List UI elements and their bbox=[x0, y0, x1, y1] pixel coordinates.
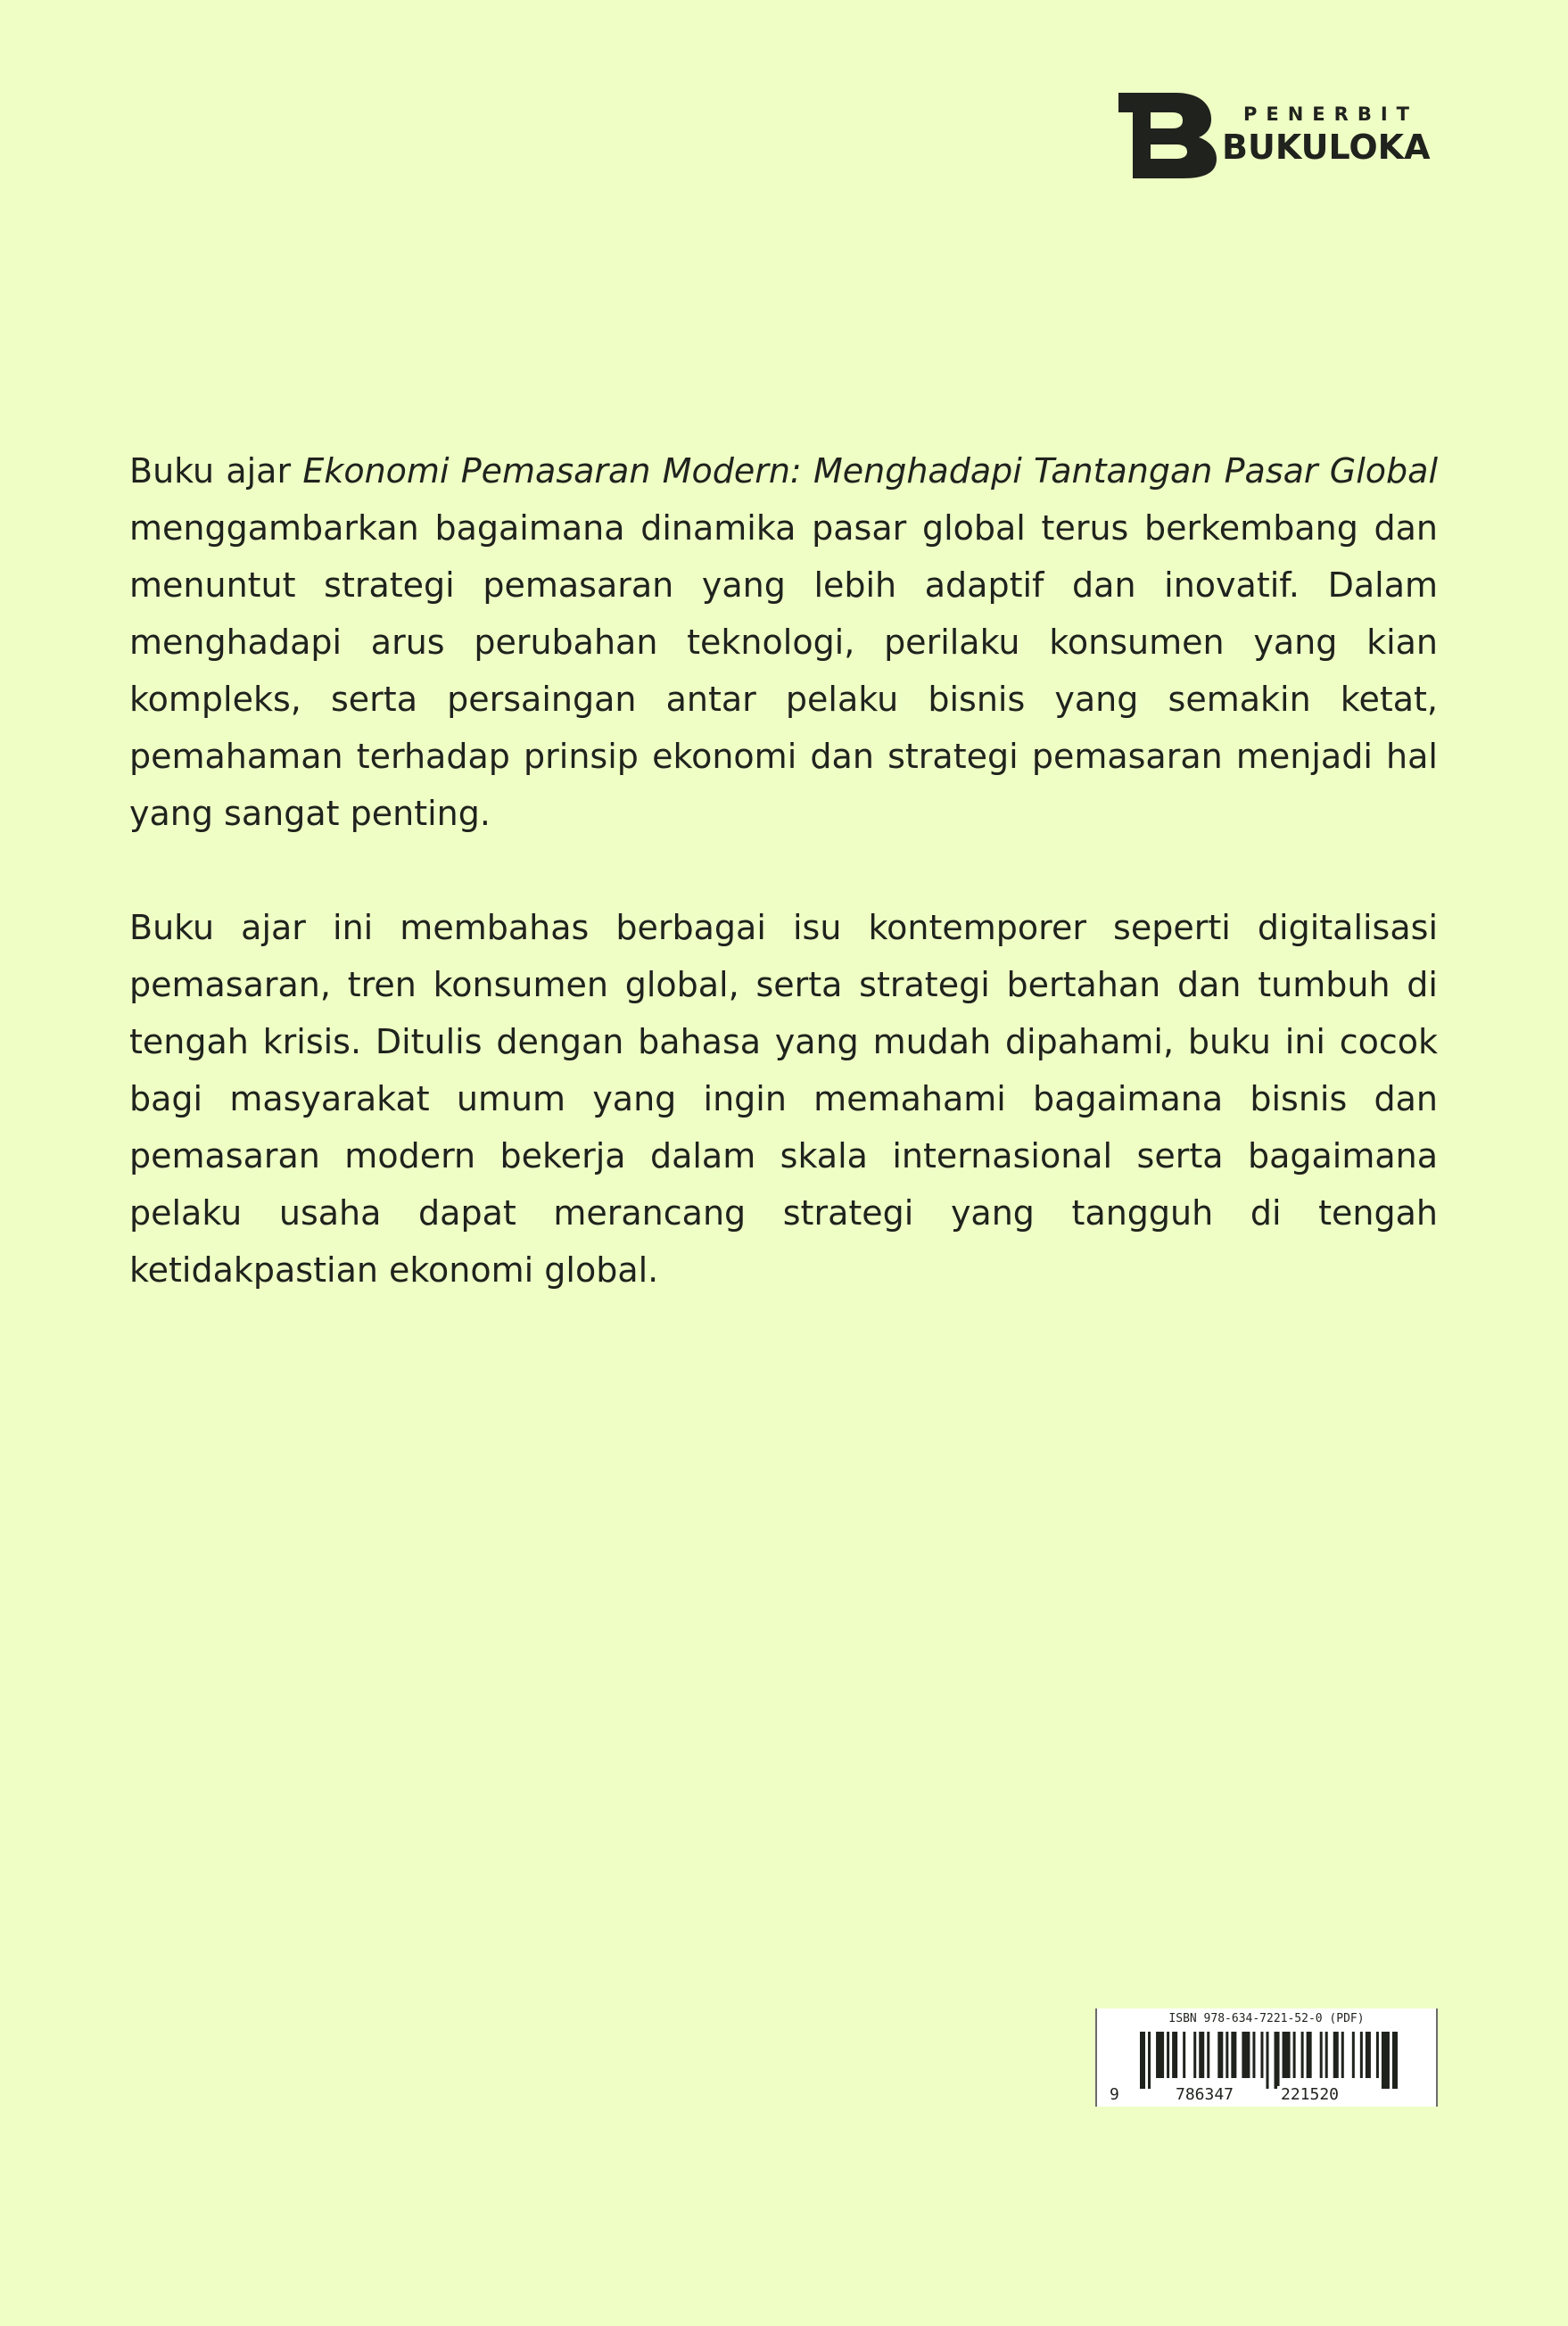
barcode-bar bbox=[1360, 2032, 1363, 2078]
barcode-bar bbox=[1266, 2032, 1268, 2089]
barcode-bar bbox=[1366, 2032, 1371, 2078]
paragraph-1-lead: Buku ajar bbox=[129, 451, 303, 491]
barcode-bar bbox=[1341, 2032, 1344, 2078]
barcode-bar bbox=[1275, 2032, 1280, 2089]
barcode-bar bbox=[1172, 2032, 1177, 2078]
barcode-bar bbox=[1207, 2032, 1209, 2078]
barcode-bar bbox=[1333, 2032, 1339, 2078]
book-title: Ekonomi Pemasaran Modern: Menghadapi Tantangan Pasar Global bbox=[302, 451, 1438, 491]
barcode-bar bbox=[1242, 2032, 1250, 2078]
barcode-digit-first: 9 bbox=[1110, 2085, 1119, 2104]
barcode-bar bbox=[1260, 2032, 1263, 2078]
publisher-label: PENERBIT bbox=[1243, 103, 1418, 125]
barcode-bar bbox=[1376, 2032, 1379, 2078]
isbn-label: ISBN 978-634-7221-52-0 (PDF) bbox=[1168, 2012, 1365, 2025]
barcode-bar bbox=[1226, 2032, 1228, 2078]
barcode-bar bbox=[1293, 2032, 1296, 2078]
barcode-bar bbox=[1193, 2032, 1196, 2078]
barcode-bar bbox=[1283, 2032, 1291, 2078]
barcode-digits-left: 786347 bbox=[1172, 2086, 1237, 2104]
paragraph-1-rest: menggambarkan bagaimana dinamika pasar global terus berkembang dan menuntut strategi pemasaran yang lebih adaptif dan inovatif. Dalam menghadapi arus perubahan teknologi, perilaku konsumen yang kian kompleks, serta persaingan antar pelaku bisnis yang semakin ketat, pemahaman terhadap prinsip ekonomi dan strategi pemasaran menjadi hal yang sangat penting. bbox=[129, 508, 1438, 833]
barcode-bar bbox=[1382, 2032, 1390, 2089]
bukuloka-b-logo-icon bbox=[1118, 93, 1218, 178]
barcode-bar bbox=[1167, 2032, 1169, 2078]
barcode-bar bbox=[1199, 2032, 1204, 2078]
barcode-bar bbox=[1307, 2032, 1312, 2078]
barcode-bars-icon bbox=[1140, 2032, 1400, 2089]
publisher-logo bbox=[1118, 93, 1440, 178]
book-description bbox=[129, 442, 1438, 1299]
barcode-bar bbox=[1320, 2032, 1323, 2078]
barcode-bar bbox=[1301, 2032, 1304, 2078]
description-paragraph-2: Buku ajar ini membahas berbagai isu kontemporer seperti digitalisasi pemasaran, tren konsumen global, serta strategi bertahan dan tumbuh di tengah krisis. Ditulis dengan bahasa yang mudah dipahami, buku ini cocok bagi masyarakat umum yang ingin memahami bagaimana bisnis dan pemasaran modern bekerja dalam skala internasional serta bagaimana pelaku usaha dapat merancang strategi yang tangguh di tengah ketidakpastian ekonomi global. bbox=[129, 908, 1438, 1290]
barcode-bar bbox=[1231, 2032, 1236, 2078]
publisher-name: BUKULOKA bbox=[1222, 128, 1431, 167]
barcode-bar bbox=[1217, 2032, 1223, 2078]
barcode-bar bbox=[1352, 2032, 1355, 2078]
isbn-barcode bbox=[1095, 2008, 1438, 2107]
barcode-digits-right: 221520 bbox=[1277, 2086, 1342, 2104]
barcode-bar bbox=[1183, 2032, 1185, 2078]
barcode-bar bbox=[1140, 2032, 1145, 2089]
description-paragraph-1 bbox=[129, 442, 1438, 842]
barcode-bar bbox=[1156, 2032, 1164, 2078]
barcode-bar bbox=[1325, 2032, 1328, 2078]
barcode-bar bbox=[1148, 2032, 1151, 2089]
barcode-bar bbox=[1252, 2032, 1255, 2078]
barcode-bar bbox=[1392, 2032, 1398, 2089]
